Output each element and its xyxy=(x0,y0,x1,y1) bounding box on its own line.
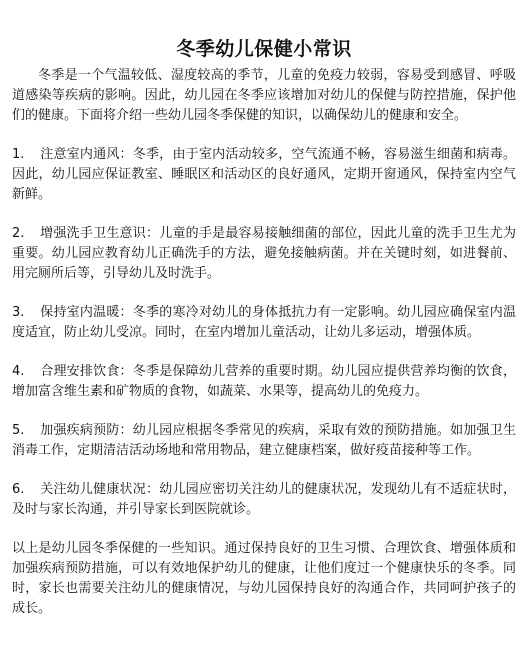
item-number: 2. xyxy=(12,226,25,241)
list-item xyxy=(12,362,516,402)
list-item xyxy=(12,145,516,205)
item-text: 注意室内通风：冬季，由于室内活动较多，空气流通不畅，容易滋生细菌和病毒。因此，幼儿园应保证教室、睡眠区和活动区的良好通风，定期开窗通风，保持室内空气新鲜。 xyxy=(12,147,516,202)
item-number: 1. xyxy=(12,147,25,162)
item-text: 关注幼儿健康状况：幼儿园应密切关注幼儿的健康状况，发现幼儿有不适症状时，及时与家长沟通，并引导家长到医院就诊。 xyxy=(12,482,516,517)
list-item xyxy=(12,303,516,343)
item-text: 保持室内温暖：冬季的寒冷对幼儿的身体抵抗力有一定影响。幼儿园应确保室内温度适宜，防止幼儿受凉。同时，在室内增加儿童活动，让幼儿多运动，增强体质。 xyxy=(12,305,516,340)
item-text: 增强洗手卫生意识：儿童的手是最容易接触细菌的部位，因此儿童的洗手卫生尤为重要。幼儿园应教育幼儿正确洗手的方法，避免接触病菌。并在关键时刻，如进餐前、用完厕所后等，引导幼儿及时洗手。 xyxy=(12,226,516,281)
intro-paragraph: 冬季是一个气温较低、湿度较高的季节，儿童的免疫力较弱，容易受到感冒、呼吸道感染等疾病的影响。因此，幼儿园在冬季应该增加对幼儿的保健与防控措施，保护他们的健康。下面将介绍一些幼儿园冬季保健的知识，以确保幼儿的健康和安全。 xyxy=(12,68,516,123)
conclusion-paragraph: 以上是幼儿园冬季保健的一些知识。通过保持良好的卫生习惯、合理饮食、增强体质和加强疾病预防措施，可以有效地保护幼儿的健康，让他们度过一个健康快乐的冬季。同时，家长也需要关注幼儿的健康情况，与幼儿园保持良好的沟通合作，共同呵护孩子的成长。 xyxy=(12,541,516,616)
item-text: 合理安排饮食：冬季是保障幼儿营养的重要时期。幼儿园应提供营养均衡的饮食，增加富含维生素和矿物质的食物，如蔬菜、水果等，提高幼儿的免疫力。 xyxy=(12,364,516,399)
document-title: 冬季幼儿保健小常识 xyxy=(176,38,352,60)
item-number: 4. xyxy=(12,364,25,379)
item-text: 加强疾病预防：幼儿园应根据冬季常见的疾病，采取有效的预防措施。如加强卫生消毒工作，定期清洁活动场地和常用物品，建立健康档案，做好疫苗接种等工作。 xyxy=(12,423,516,458)
item-number: 6. xyxy=(12,482,25,497)
item-number: 5. xyxy=(12,423,25,438)
list-item xyxy=(12,224,516,284)
item-number: 3. xyxy=(12,305,25,320)
list-item xyxy=(12,421,516,461)
document-body xyxy=(12,66,516,619)
list-item xyxy=(12,480,516,520)
